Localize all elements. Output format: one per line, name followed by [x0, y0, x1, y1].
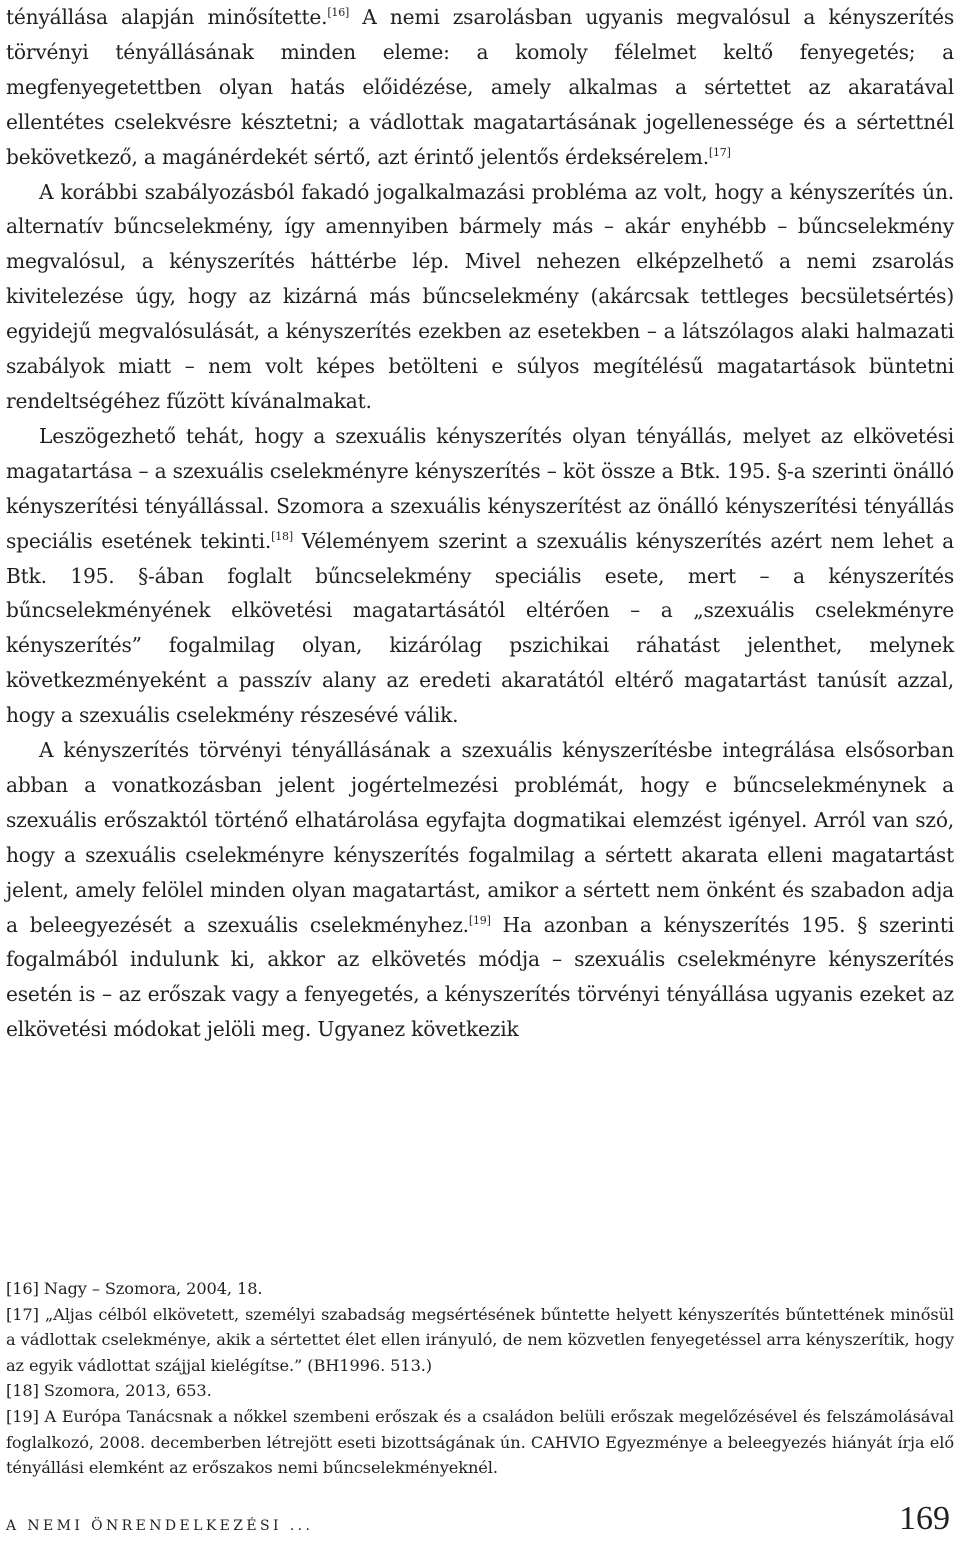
- footnotes: [6, 1276, 954, 1481]
- main-text: [6, 0, 954, 1047]
- paragraph-text: A nemi zsarolásban ugyanis megvalósul a kényszerítés törvényi tényállásának minden eleme: a komoly félelmet keltő fenyegetés; a megfenyegetettben olyan hatás előidézése, amely alkalmas a sértettet az akaratával ellentétes cselekvésre késztetni; a vádlottak magatartásának jogellenessége és a sértettnél bekövetkező, a magánérdekét sértő, azt érintő jelentős érdeksérelem.: [6, 5, 954, 169]
- paragraph-text: A kényszerítés törvényi tényállásának a szexuális kényszerítésbe integrálása elsősorban abban a vonatkozásban jelent jogértelmezési problémát, hogy e bűncselekménynek a szexuális erőszaktól történő elhatárolása egyfajta dogmatikai elemzést igényel. Arról van szó, hogy a szexuális cselekményre kényszerítés fogalmilag a sértett akarata elleni magatartást jelent, amely felölel minden olyan magatartást, amikor a sértett nem önként és szabadon adja a beleegyezését a szexuális cselekményhez.: [6, 738, 954, 937]
- paragraph-text: tényállása alapján minősítette.: [6, 5, 328, 29]
- footnote: [19] A Európa Tanácsnak a nőkkel szembeni erőszak és a családon belüli erőszak megelőzésével és felszámolásával foglalkozó, 2008. decemberben létrejött eseti bizottságának ún. CAHVIO Egyezménye a beleegyezés hiányát írja elő tényállási elemként az erőszakos nemi bűncselekményeknél.: [6, 1406, 954, 1478]
- footnote: [17] „Aljas célból elkövetett, személyi szabadság megsértésének bűntette helyett kényszerítés bűntettének minősül a vádlottak cselekménye, akik a sértettet élet ellen irányuló, de nem közvetlen fenyegetéssel arra kényszerítik, hogy az egyik vádlottat szájjal kielégítse.” (BH1996. 513.): [6, 1304, 954, 1375]
- paragraph: [6, 0, 954, 175]
- footnote-ref[interactable]: [16]: [327, 6, 350, 19]
- paragraph: [6, 419, 954, 733]
- page-number: 169: [899, 1500, 950, 1537]
- footnote-ref[interactable]: [18]: [271, 529, 293, 543]
- paragraph-text: Leszögezhető tehát, hogy a szexuális kényszerítés olyan tényállás, melyet az elkövetési magatartása – a szexuális cselekményre kényszerítés – köt össze a Btk. 195. §-a szerinti önálló kényszerítési tényállással. Szomora a szexuális kényszerítést az önálló kényszerítési tényállás speciális esetének tekinti.: [6, 423, 954, 553]
- footnote: [16] Nagy – Szomora, 2004, 18.: [6, 1279, 263, 1298]
- footnote-ref[interactable]: [17]: [708, 145, 731, 159]
- paragraph-text: Ha azonban a kényszerítés 195. § szerinti fogalmából indulunk ki, akkor az elkövetés módja – szexuális cselekményre kényszerítés esetén is – az erőszak vagy a fenyegetés, a kényszerítés törvényi tényállása ugyanis ezeket az elkövetési módokat jelöli meg. Ugyanez következik: [6, 912, 954, 1042]
- running-title: A NEMI ÖNRENDELKEZÉSI ...: [6, 1518, 314, 1534]
- paragraph: [6, 175, 954, 419]
- document-page: [6, 0, 954, 1554]
- paragraph: [6, 733, 954, 1047]
- footnote-ref[interactable]: [19]: [468, 913, 491, 927]
- footnote: [18] Szomora, 2013, 653.: [6, 1381, 212, 1401]
- paragraph-text: A korábbi szabályozásból fakadó jogalkalmazási probléma az volt, hogy a kényszerítés ún. alternatív bűncselekmény, így amennyiben bármely más – akár enyhébb – bűncselekmény megvalósul, a kényszerítés háttérbe lép. Mivel nehezen elképzelhető a nemi zsarolás kivitelezése úgy, hogy az kizárná más bűncselekmény (akárcsak tettleges becsületsértés) egyidejű megvalósulását, a kényszerítés ezekben az esetekben – a látszólagos alaki halmazati szabályok miatt – nem volt képes betölteni e súlyos megítélésű magatartások büntetni rendeltségéhez fűzött kívánalmakat.: [6, 179, 954, 413]
- paragraph-text: Véleményem szerint a szexuális kényszerítés azért nem lehet a Btk. 195. §-ában foglalt bűncselekmény speciális esete, mert – a kényszerítés bűncselekményének elkövetési magatartásától eltérően – a „szexuális cselekményre kényszerítés” fogalmilag olyan, kizárólag pszichikai ráhatást jelenthet, melynek következményeként a passzív alany az eredeti akaratától eltérő magatartást tanúsít azzal, hogy a szexuális cselekmény részesévé válik.: [6, 528, 954, 728]
